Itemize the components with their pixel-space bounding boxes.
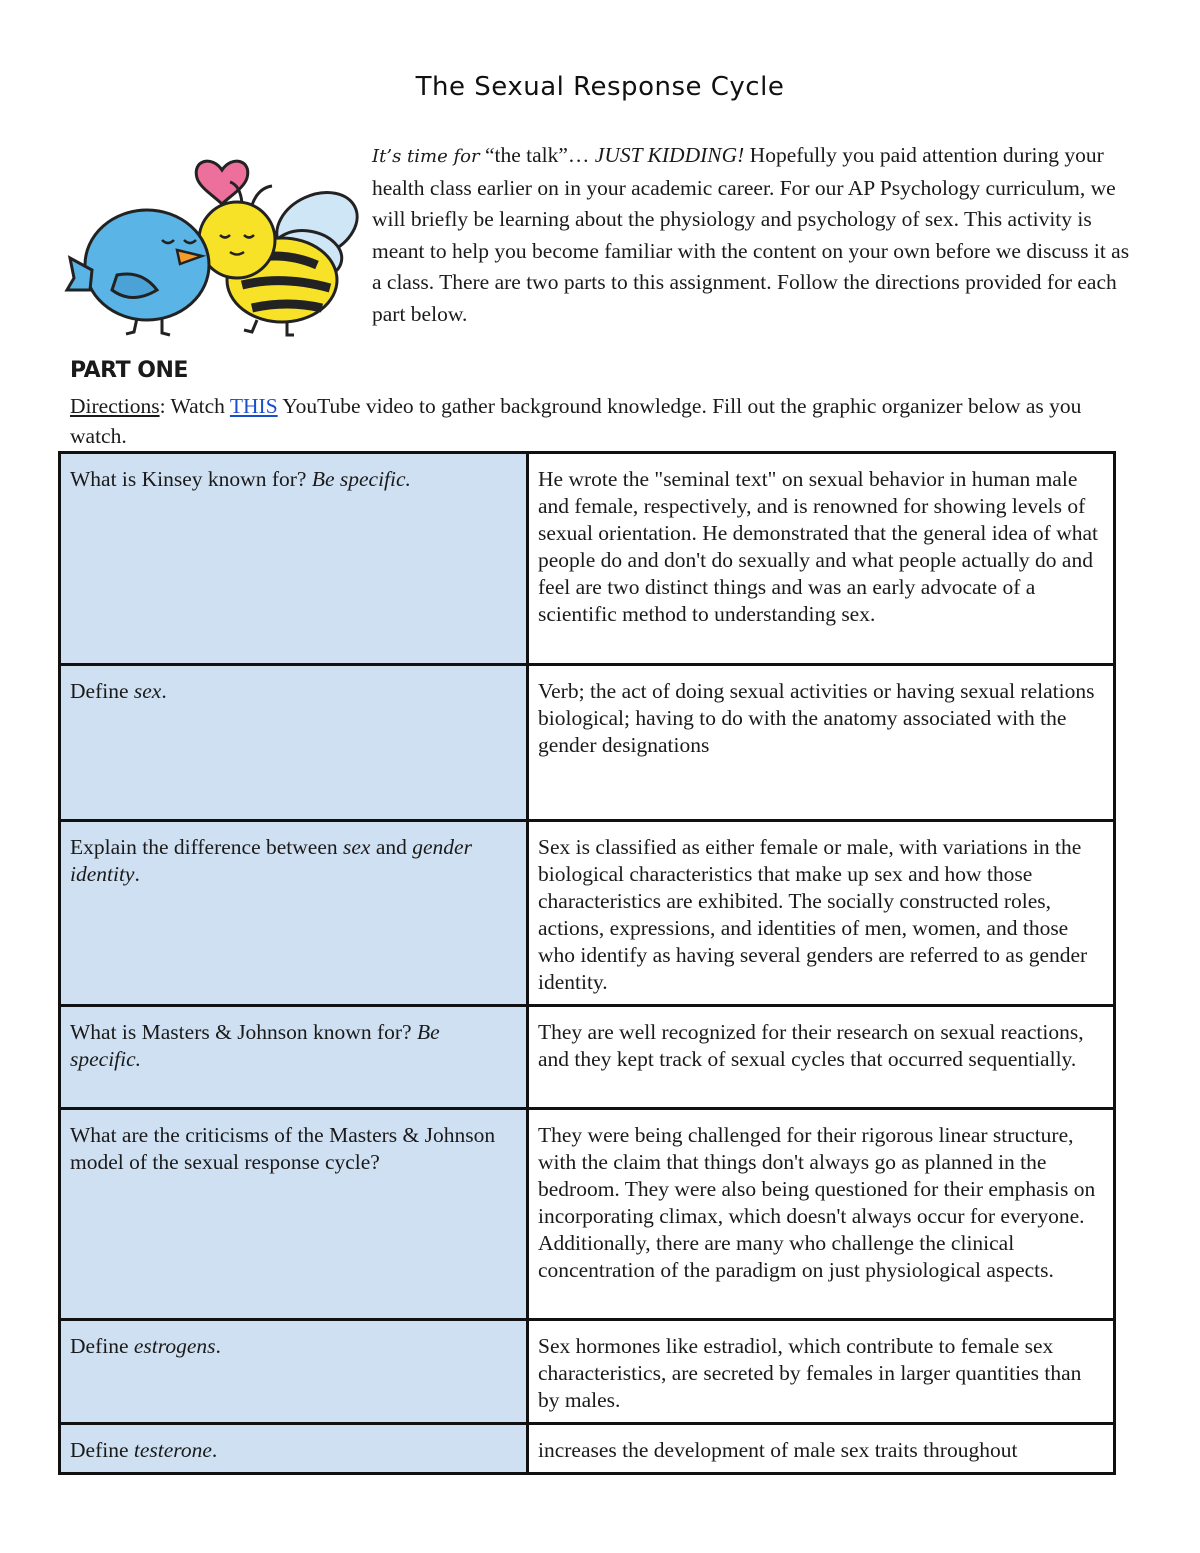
question-cell: What is Kinsey known for? Be specific. [60,453,528,665]
intro-kidding: JUST KIDDING! [594,143,745,167]
answer-cell[interactable]: increases the development of male sex traits throughout [528,1424,1115,1474]
answer-cell[interactable]: They are well recognized for their research on sexual reactions, and they kept track of sexual cycles that occurred sequentially. [528,1006,1115,1109]
table-row [60,821,1115,1006]
directions-post: YouTube video to gather background knowledge. Fill out the graphic organizer below as you watch. [70,394,1082,448]
intro-talk: “the talk”… [479,143,595,167]
answer-cell[interactable]: They were being challenged for their rigorous linear structure, with the claim that things don't always go as planned in the bedroom. They were also being questioned for their emphasis on incorporating climax, which doesn't always occur for everyone. Additionally, there are many who challenge the clinical concentration of the paradigm on just physiological aspects. [528,1109,1115,1320]
intro-body: Hopefully you paid attention during your health class earlier on in your academic career. For our AP Psychology curriculum, we will briefly be learning about the physiology and psychology of sex. This activity is meant to help you become familiar with the content on your own before we discuss it as a class. There are two parts to this assignment. Follow the directions provided for each part below. [372,143,1130,326]
question-cell: Define sex. [60,665,528,821]
table-row [60,1109,1115,1320]
question-cell: What are the criticisms of the Masters & Johnson model of the sexual response cycle? [60,1109,528,1320]
bird-and-bee-illustration [62,140,362,340]
intro-paragraph [372,140,1137,330]
table-row [60,1006,1115,1109]
answer-cell[interactable]: Verb; the act of doing sexual activities or having sexual relations biological; having to do with the anatomy associated with the gender designations [528,665,1115,821]
table-row [60,1424,1115,1474]
part-one-heading: PART ONE [70,358,188,383]
answer-cell[interactable]: Sex is classified as either female or male, with variations in the biological characteristics that make up sex and how those characteristics are exhibited. The socially constructed roles, actions, expressions, and identities of men, women, and those who identify as having several genders are referred to as gender identity. [528,821,1115,1006]
directions-label: Directions [70,394,160,418]
video-link[interactable]: THIS [229,394,278,418]
question-cell: What is Masters & Johnson known for? Be specific. [60,1006,528,1109]
answer-cell[interactable]: Sex hormones like estradiol, which contribute to female sex characteristics, are secreted by females in larger quantities than by males. [528,1320,1115,1424]
answer-cell[interactable]: He wrote the "seminal text" on sexual behavior in human male and female, respectively, and is renowned for showing levels of sexual orientation. He demonstrated that the general idea of what people do and don't do sexually and what people actually do and feel are two distinct things and was an early advocate of a scientific method to understanding sex. [528,453,1115,665]
question-cell: Define estrogens. [60,1320,528,1424]
page-title: The Sexual Response Cycle [415,72,785,102]
graphic-organizer-table [58,451,1116,1475]
directions-pre: : Watch [159,394,230,418]
intro-lead: It’s time for [372,146,480,167]
question-cell: Define testerone. [60,1424,528,1474]
table-row [60,453,1115,665]
table-row [60,1320,1115,1424]
table-row [60,665,1115,821]
part-one-directions [70,391,1130,451]
question-cell: Explain the difference between sex and gender identity. [60,821,528,1006]
